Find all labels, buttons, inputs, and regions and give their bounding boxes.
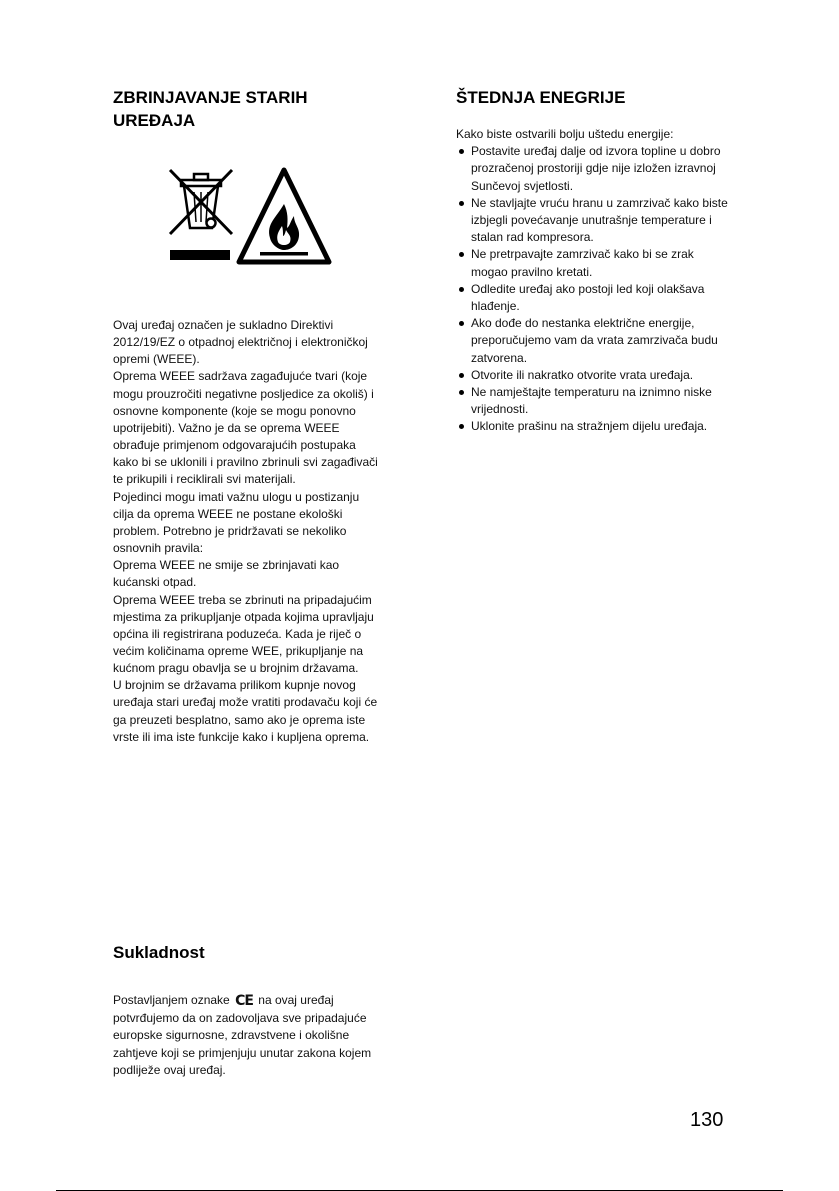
compliance-section — [113, 941, 383, 1079]
list-item: Ne namještajte temperaturu na iznimno niske vrijednosti. — [456, 384, 731, 418]
disposal-section — [113, 86, 383, 746]
disposal-paragraph: Oprema WEEE ne smije se zbrinjavati kao kućanski otpad. — [113, 558, 340, 590]
crossed-out-wheelie-bin-icon — [166, 166, 236, 266]
compliance-text-after: na ovaj uređaj potvrđujemo da on zadovoljava sve pripadajuće europske sigurnosne, zdravstvene i okolišne zahtjeve koji se primjenjuju unutar zakona kojem podliježe ovaj uređaj. — [113, 993, 372, 1077]
energy-saving-heading: ŠTEDNJA ENEGRIJE — [456, 88, 626, 107]
disposal-body — [113, 317, 383, 746]
page-number: 130 — [690, 1109, 724, 1131]
list-item: Postavite uređaj dalje od izvora topline u dobro prozračenoj prostoriji gdje nije izložen izravnoj Sunčevoj svjetlosti. — [456, 143, 731, 195]
compliance-text — [113, 992, 383, 1079]
list-item: Ne pretrpavajte zamrzivač kako bi se zrak mogao pravilno kretati. — [456, 246, 731, 280]
energy-saving-tips — [456, 143, 731, 435]
energy-saving-intro: Kako biste ostvarili bolju uštedu energije: — [456, 127, 674, 141]
list-item: Otvorite ili nakratko otvorite vrata uređaja. — [456, 367, 731, 384]
energy-saving-section — [456, 86, 731, 436]
flammable-warning-icon — [236, 166, 332, 266]
disposal-paragraph: Pojedinci mogu imati važnu ulogu u postizanju cilja da oprema WEEE ne postane ekološki problem. Potrebno je pridržavati se nekoliko osnovnih pravila: — [113, 489, 360, 556]
compliance-heading: Sukladnost — [113, 943, 205, 962]
list-item: Uklonite prašinu na stražnjem dijelu uređaja. — [456, 418, 731, 435]
disposal-paragraph: U brojnim se državama prilikom kupnje novog uređaja stari uređaj može vratiti prodavaču koji će ga preuzeti besplatno, samo ako je oprema iste vrste ili ima iste funkcije kako i kupljena oprema. — [113, 678, 378, 744]
disposal-paragraph: Ovaj uređaj označen je sukladno Direktivi 2012/19/EZ o otpadnoj električnoj i elektroničkoj opremi (WEEE). — [113, 318, 368, 367]
list-item: Ako dođe do nestanka električne energije, preporučujemo vam da vrata zamrzivača budu zatvorena. — [456, 315, 731, 367]
disposal-heading: ZBRINJAVANJE STARIH UREĐAJA — [113, 88, 308, 130]
ce-mark-icon: CE — [235, 993, 253, 1009]
disposal-paragraph: Oprema WEEE sadržava zagađujuće tvari (koje mogu prouzročiti negativne posljedice za okoliš) i osnovne komponente (koje se mogu ponovno upotrijebiti). Važno je da se oprema WEEE obrađuje primjenom odgovarajućih postupaka kako bi se uklonili i pravilno zbrinuli svi zagađivači te prikupili i reciklirali svi materijali. — [113, 369, 378, 487]
compliance-text-before: Postavljanjem oznake — [113, 993, 230, 1007]
list-item: Ne stavljajte vruću hranu u zamrzivač kako biste izbjegli povećavanje unutrašnje temperature i stalan rad kompresora. — [456, 195, 731, 247]
list-item: Odledite uređaj ako postoji led koji olakšava hlađenje. — [456, 281, 731, 315]
disposal-paragraph: Oprema WEEE treba se zbrinuti na pripadajućim mjestima za prikupljanje otpada kojima upravljaju općina ili registrirana poduzeća. Kada je riječ o većim količinama opreme WEE, prikupljanje na kućnom pragu obavlja se u brojnim državama. — [113, 592, 374, 676]
disposal-icons — [113, 166, 383, 278]
